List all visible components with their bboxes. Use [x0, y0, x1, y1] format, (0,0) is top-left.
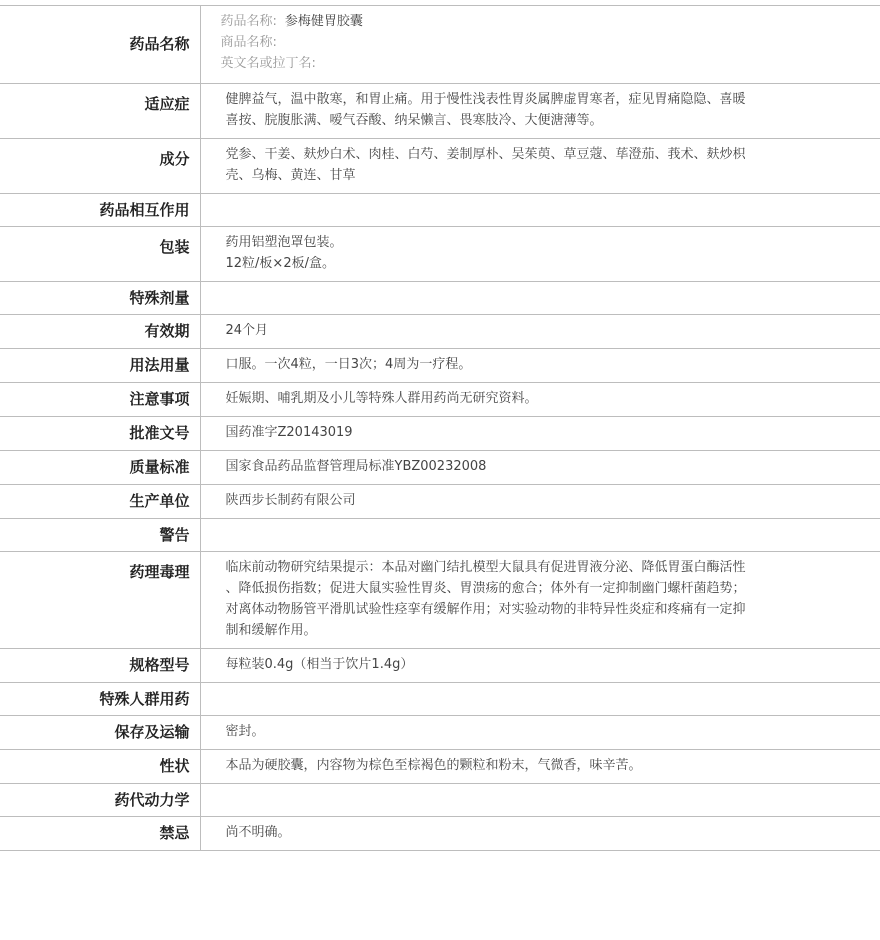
value-line: 24个月 — [225, 323, 269, 338]
row-manufacturer — [0, 485, 880, 519]
row-label: 包装 — [0, 227, 200, 282]
row-value — [200, 683, 880, 716]
row-quality-standard — [0, 451, 880, 485]
row-special-dosage — [0, 282, 880, 315]
row-storage-transport — [0, 716, 880, 750]
latin-name-label: 英文名或拉丁名: — [220, 56, 316, 71]
row-label: 性状 — [0, 750, 200, 784]
row-label: 特殊剂量 — [0, 282, 200, 315]
row-value — [200, 750, 880, 784]
row-value — [200, 349, 880, 383]
row-value — [200, 383, 880, 417]
drug-name-block — [211, 11, 791, 74]
generic-name-line — [221, 11, 791, 32]
value-line: 尚不明确。 — [225, 825, 291, 840]
row-label: 适应症 — [0, 84, 200, 139]
value-line: 口服。一次4粒，一日3次；4周为一疗程。 — [225, 357, 472, 372]
row-value — [200, 519, 880, 552]
value-line: 对离体动物肠管平滑肌试验性痉挛有缓解作用；对实验动物的非特异性炎症和疼痛有一定抑 — [225, 602, 746, 617]
row-label: 药品相互作用 — [0, 194, 200, 227]
row-value — [200, 194, 880, 227]
row-value — [200, 315, 880, 349]
value-line: 健脾益气，温中散寒，和胃止痛。用于慢性浅表性胃炎属脾虚胃寒者，症见胃痛隐隐、喜暖 — [225, 92, 746, 107]
row-value — [200, 817, 880, 851]
row-label: 药代动力学 — [0, 784, 200, 817]
row-value — [200, 6, 880, 84]
row-label: 特殊人群用药 — [0, 683, 200, 716]
row-value — [200, 451, 880, 485]
row-label: 成分 — [0, 139, 200, 194]
generic-name-label: 药品名称: — [220, 14, 277, 29]
value-line: 密封。 — [225, 724, 265, 739]
row-description — [0, 750, 880, 784]
row-label: 质量标准 — [0, 451, 200, 485]
latin-name-line — [221, 53, 791, 74]
trade-name-label: 商品名称: — [220, 35, 277, 50]
row-label: 禁忌 — [0, 817, 200, 851]
generic-name-value: 参梅健胃胶囊 — [284, 14, 363, 29]
row-ingredients — [0, 139, 880, 194]
row-pharmacology-toxicology — [0, 552, 880, 649]
row-contraindications — [0, 817, 880, 851]
row-value — [200, 139, 880, 194]
value-line: 临床前动物研究结果提示：本品对幽门结扎模型大鼠具有促进胃液分泌、降低胃蛋白酶活性 — [225, 560, 746, 575]
row-label: 用法用量 — [0, 349, 200, 383]
row-value — [200, 84, 880, 139]
row-label: 警告 — [0, 519, 200, 552]
row-value — [200, 417, 880, 451]
value-line: 壳、乌梅、黄连、甘草 — [225, 168, 356, 183]
row-value — [200, 784, 880, 817]
row-label: 药品名称 — [0, 6, 200, 84]
row-pharmacokinetics — [0, 784, 880, 817]
spec-table-body — [0, 6, 880, 851]
value-line: 国药准字Z20143019 — [225, 425, 353, 440]
row-dosage-usage — [0, 349, 880, 383]
value-line: 国家食品药品监督管理局标准YBZ00232008 — [225, 459, 487, 474]
row-value — [200, 716, 880, 750]
value-line: 12粒/板×2板/盒。 — [225, 256, 335, 271]
row-value — [200, 282, 880, 315]
value-line: 党参、干姜、麸炒白术、肉桂、白芍、姜制厚朴、吴茱萸、草豆蔻、荜澄茄、莪术、麸炒枳 — [225, 147, 746, 162]
row-shelf-life — [0, 315, 880, 349]
row-label: 保存及运输 — [0, 716, 200, 750]
row-label: 注意事项 — [0, 383, 200, 417]
row-value — [200, 649, 880, 683]
value-line: 、降低损伤指数；促进大鼠实验性胃炎、胃溃疡的愈合；体外有一定抑制幽门螺杆菌趋势； — [225, 581, 746, 596]
value-line: 喜按、脘腹胀满、嗳气吞酸、纳呆懒言、畏寒肢冷、大便溏薄等。 — [225, 113, 603, 128]
row-drug-interactions — [0, 194, 880, 227]
value-line: 本品为硬胶囊，内容物为棕色至棕褐色的颗粒和粉末，气微香，味辛苦。 — [225, 758, 642, 773]
row-packaging — [0, 227, 880, 282]
row-warning — [0, 519, 880, 552]
row-value — [200, 227, 880, 282]
row-precautions — [0, 383, 880, 417]
row-label: 药理毒理 — [0, 552, 200, 649]
value-line: 每粒装0.4g（相当于饮片1.4g） — [225, 657, 414, 672]
value-line: 陕西步长制药有限公司 — [225, 493, 356, 508]
row-label: 有效期 — [0, 315, 200, 349]
value-line: 制和缓解作用。 — [225, 623, 317, 638]
row-indications — [0, 84, 880, 139]
row-specification — [0, 649, 880, 683]
value-line: 妊娠期、哺乳期及小儿等特殊人群用药尚无研究资料。 — [225, 391, 538, 406]
drug-spec-table — [0, 5, 880, 851]
row-approval-number — [0, 417, 880, 451]
row-special-populations — [0, 683, 880, 716]
row-drug-name — [0, 6, 880, 84]
value-line: 药用铝塑泡罩包装。 — [225, 235, 343, 250]
row-label: 规格型号 — [0, 649, 200, 683]
row-value — [200, 552, 880, 649]
row-label: 生产单位 — [0, 485, 200, 519]
trade-name-line — [221, 32, 791, 53]
row-value — [200, 485, 880, 519]
row-label: 批准文号 — [0, 417, 200, 451]
